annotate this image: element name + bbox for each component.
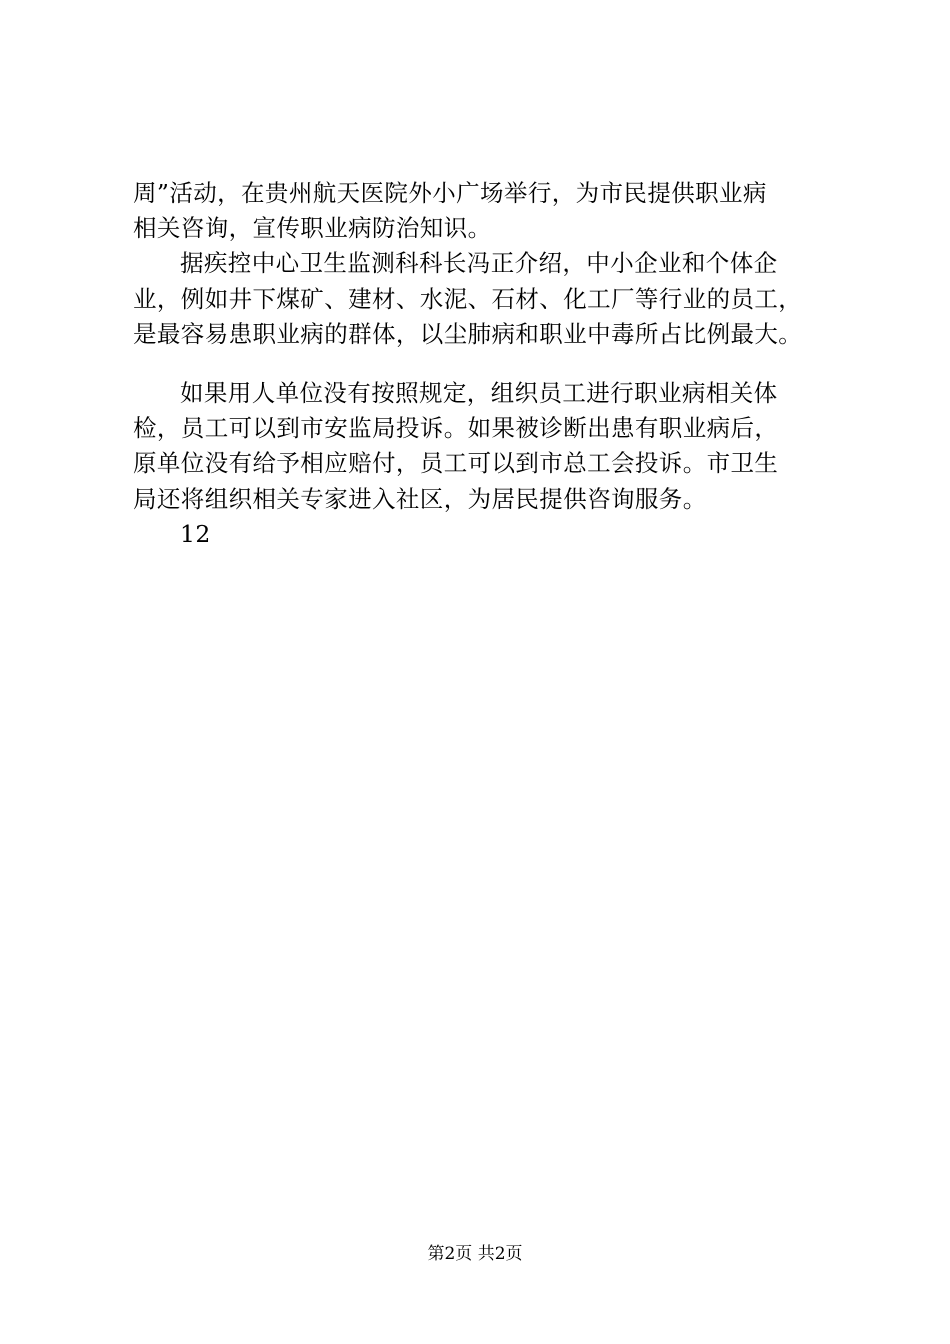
paragraph-line: 局还将组织相关专家进入社区，为居民提供咨询服务。	[133, 484, 707, 513]
document-body	[133, 176, 833, 552]
page-number-footer: 第2页 共2页	[427, 1244, 523, 1264]
paragraph-line: 原单位没有给予相应赔付，员工可以到市总工会投诉。市卫生	[133, 449, 779, 478]
paragraph-line: 检，员工可以到市安监局投诉。如果被诊断出患有职业病后，	[133, 414, 779, 443]
paragraph-line: 是最容易患职业病的群体，以尘肺病和职业中毒所占比例最大。	[133, 319, 803, 348]
paragraph-line: 据疾控中心卫生监测科科长冯正介绍，中小企业和个体企	[180, 249, 778, 278]
paragraph-cdc-intro	[133, 246, 833, 352]
paragraph-line: 12	[180, 519, 211, 548]
paragraph-line: 周”活动，在贵州航天医院外小广场举行，为市民提供职业病	[133, 179, 767, 207]
paragraph-line: 业，例如井下煤矿、建材、水泥、石材、化工厂等行业的员工，	[133, 284, 803, 313]
paragraph-event	[133, 176, 833, 246]
paragraph-complaint	[133, 376, 833, 517]
paragraph-line: 如果用人单位没有按照规定，组织员工进行职业病相关体	[180, 378, 778, 407]
paragraph-number	[133, 517, 833, 552]
paragraph-line: 相关咨询，宣传职业病防治知识。	[133, 214, 492, 243]
paragraph-spacer	[133, 352, 833, 376]
